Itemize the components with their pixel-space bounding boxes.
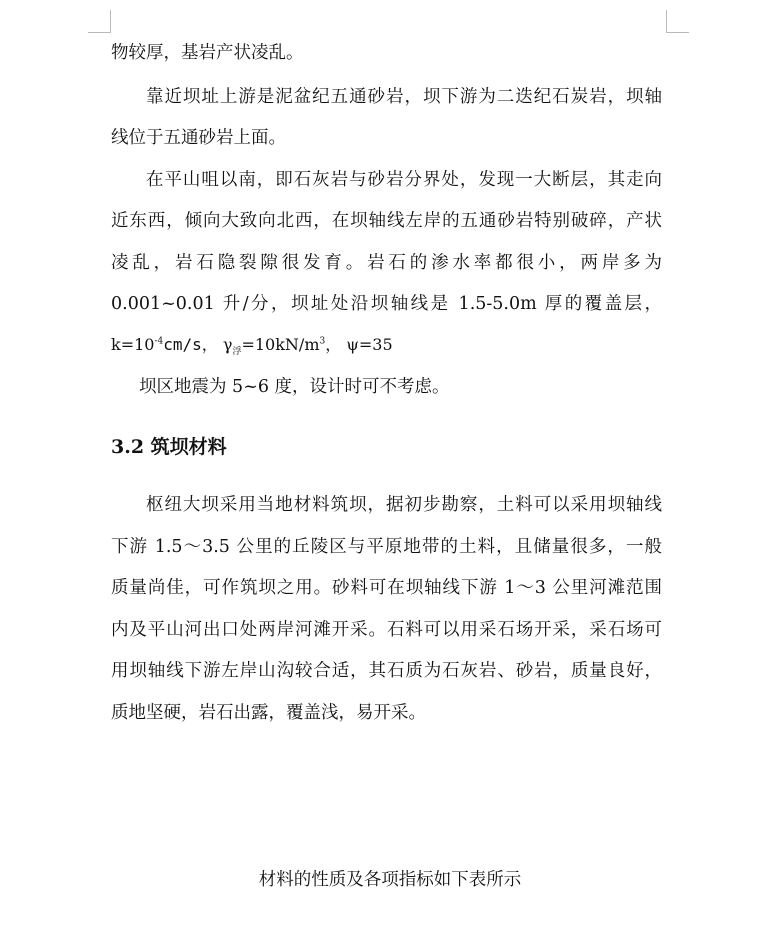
table-caption: 材料的性质及各项指标如下表所示 (258, 870, 522, 890)
text-line: 0.001~0.01 升/分，坝址处沿坝轴线是 1.5-5.0m 厚的覆盖层， (111, 294, 662, 314)
text-line: 靠近坝址上游是泥盆纪五通砂岩，坝下游为二迭纪石炭岩，坝轴 (146, 87, 662, 107)
text-line: 在平山咀以南，即石灰岩与砂岩分界处，发现一大断层，其走向 (146, 170, 662, 190)
gamma-symbol: γ (222, 335, 233, 354)
psi-value: ψ=35 (346, 335, 393, 354)
gamma-subscript: 浮 (232, 347, 242, 358)
gamma-value: =10kN/m (241, 335, 320, 354)
text-line: 质量尚佳，可作筑坝之用。砂料可在坝轴线下游 1～3 公里河滩范围 (111, 578, 662, 598)
gamma-separator: ， (325, 335, 342, 354)
k-exponent: -4 (154, 336, 164, 347)
text-line: 用坝轴线下游左岸山沟较合适，其石质为石灰岩、砂岩，质量良好， (111, 661, 662, 681)
gamma-exponent: 3 (319, 336, 326, 347)
text-line: 线位于五通砂岩上面。 (111, 128, 286, 148)
text-line: 凌乱，岩石隐裂隙很发育。岩石的渗水率都很小，两岸多为 (111, 253, 662, 273)
text-line: 内及平山河出口处两岸河滩开采。石料可以用采石场开采，采石场可 (111, 620, 662, 640)
crop-mark-top-right (666, 10, 689, 33)
text-line: 质地坚硬，岩石出露，覆盖浅，易开采。 (111, 703, 426, 723)
text-line: 枢纽大坝采用当地材料筑坝，据初步勘察，土料可以采用坝轴线 (146, 495, 662, 515)
text-line: 物较厚，基岩产状凌乱。 (111, 43, 304, 63)
k-value: k=10 (111, 335, 155, 354)
text-line: 坝区地震为 5~6 度，设计时可不考虑。 (139, 377, 450, 397)
k-unit: cm/s， (163, 335, 218, 354)
text-line: 近东西，倾向大致向北西，在坝轴线左岸的五通砂岩特别破碎，产状 (111, 211, 662, 231)
parameters-line (111, 333, 393, 357)
crop-mark-top-left (88, 10, 111, 33)
section-heading: 3.2 筑坝材料 (111, 436, 227, 458)
text-line: 下游 1.5～3.5 公里的丘陵区与平原地带的土料，且储量很多，一般 (111, 537, 662, 557)
